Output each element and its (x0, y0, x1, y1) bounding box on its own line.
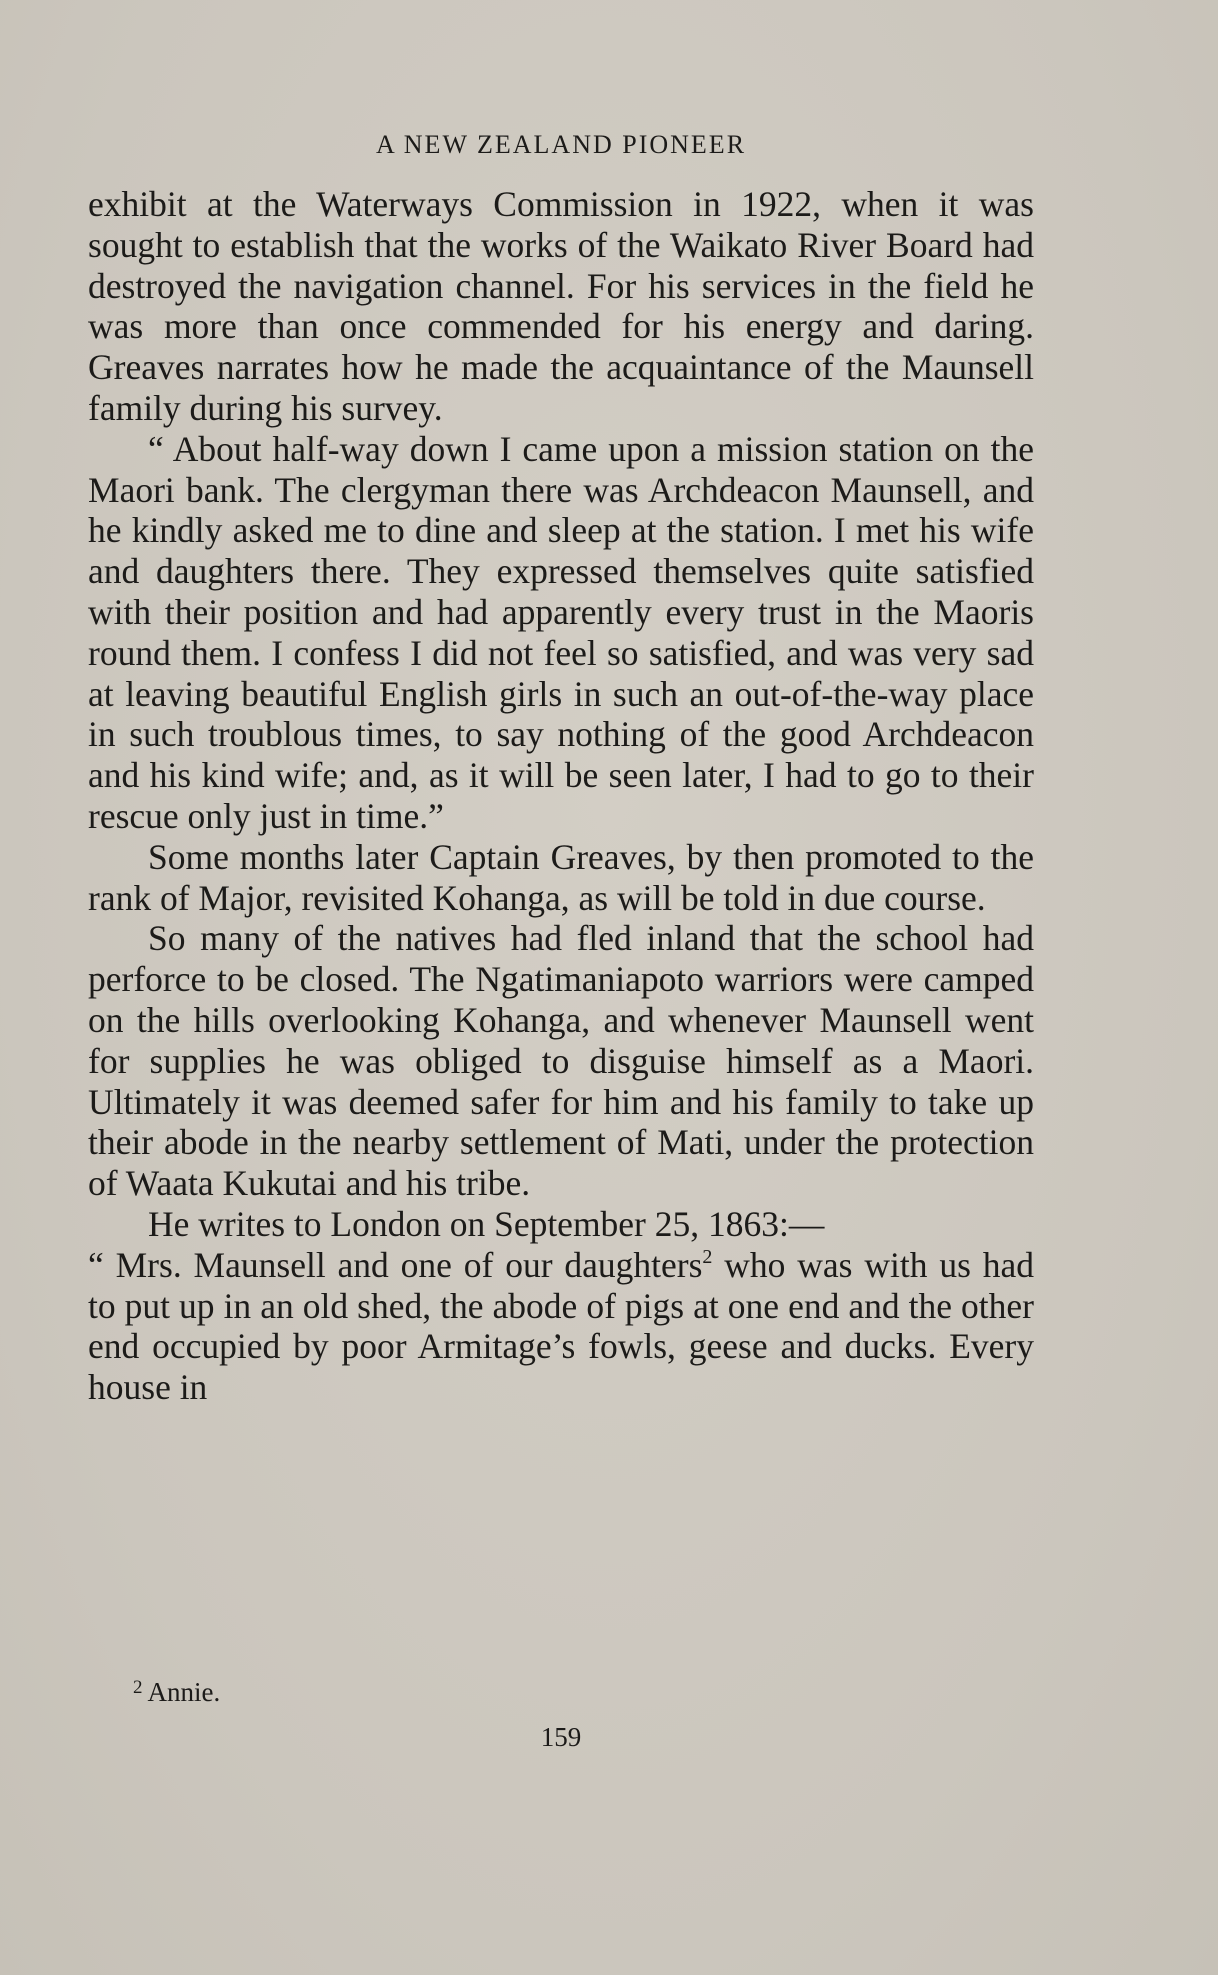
paragraph-greaves-quote: “ About half-way down I came upon a mission station on the Maori bank. The clergyman there was Archdeacon Maunsell, and he kindly asked me to dine and sleep at the station. I met his wife and daughters there. They expressed themselves quite satisfied with their position and had apparently every trust in the Maoris round them. I confess I did not feel so satisfied, and was very sad at leaving beautiful English girls in such an out-of-the-way place in such troublous times, to say nothing of the good Archdeacon and his kind wife; and, as it will be seen later, I had to go to their rescue only just in time.” (88, 428, 1034, 836)
paragraph-letter-quote (88, 1245, 1034, 1408)
book-page (88, 0, 1034, 1975)
paragraph-major-revisit: Some months later Captain Greaves, by then promoted to the rank of Major, revisited Kohanga, as will be told in due course. (88, 836, 1034, 918)
footnote-reference: 2 (702, 1245, 713, 1268)
running-head: A NEW ZEALAND PIONEER (375, 130, 747, 159)
body-text (88, 184, 1034, 1408)
letter-quote-start: “ Mrs. Maunsell and one of our daughters (88, 1244, 703, 1285)
letter-quote-continued: who was with us had to put up in an old shed, the abode of pigs at one end and the other end occupied by poor Armitage’s fowls, geese and ducks. Every house in (88, 1244, 1035, 1408)
page-number: 159 (540, 1722, 582, 1752)
paragraph-letter-intro: He writes to London on September 25, 1863:— (148, 1203, 825, 1244)
footnote-text: Annie. (147, 1677, 221, 1707)
footnote (133, 1677, 220, 1708)
paragraph-school-closed: So many of the natives had fled inland that the school had perforce to be closed. The Ngatimaniapoto warriors were camped on the hills overlooking Kohanga, and whenever Maunsell went for supplies he was obliged to disguise himself as a Maori. Ultimately it was deemed safer for him and his family to take up their abode in the nearby settlement of Mati, under the protection of Waata Kukutai and his tribe. (88, 918, 1034, 1204)
footnote-number: 2 (133, 1677, 143, 1698)
paragraph-waterways: exhibit at the Waterways Commission in 1922, when it was sought to establish that the works of the Waikato River Board had destroyed the navigation channel. For his services in the field he was more than once commended for his energy and daring. Greaves narrates how he made the acquaintance of the Maunsell family during his survey. (88, 184, 1034, 428)
